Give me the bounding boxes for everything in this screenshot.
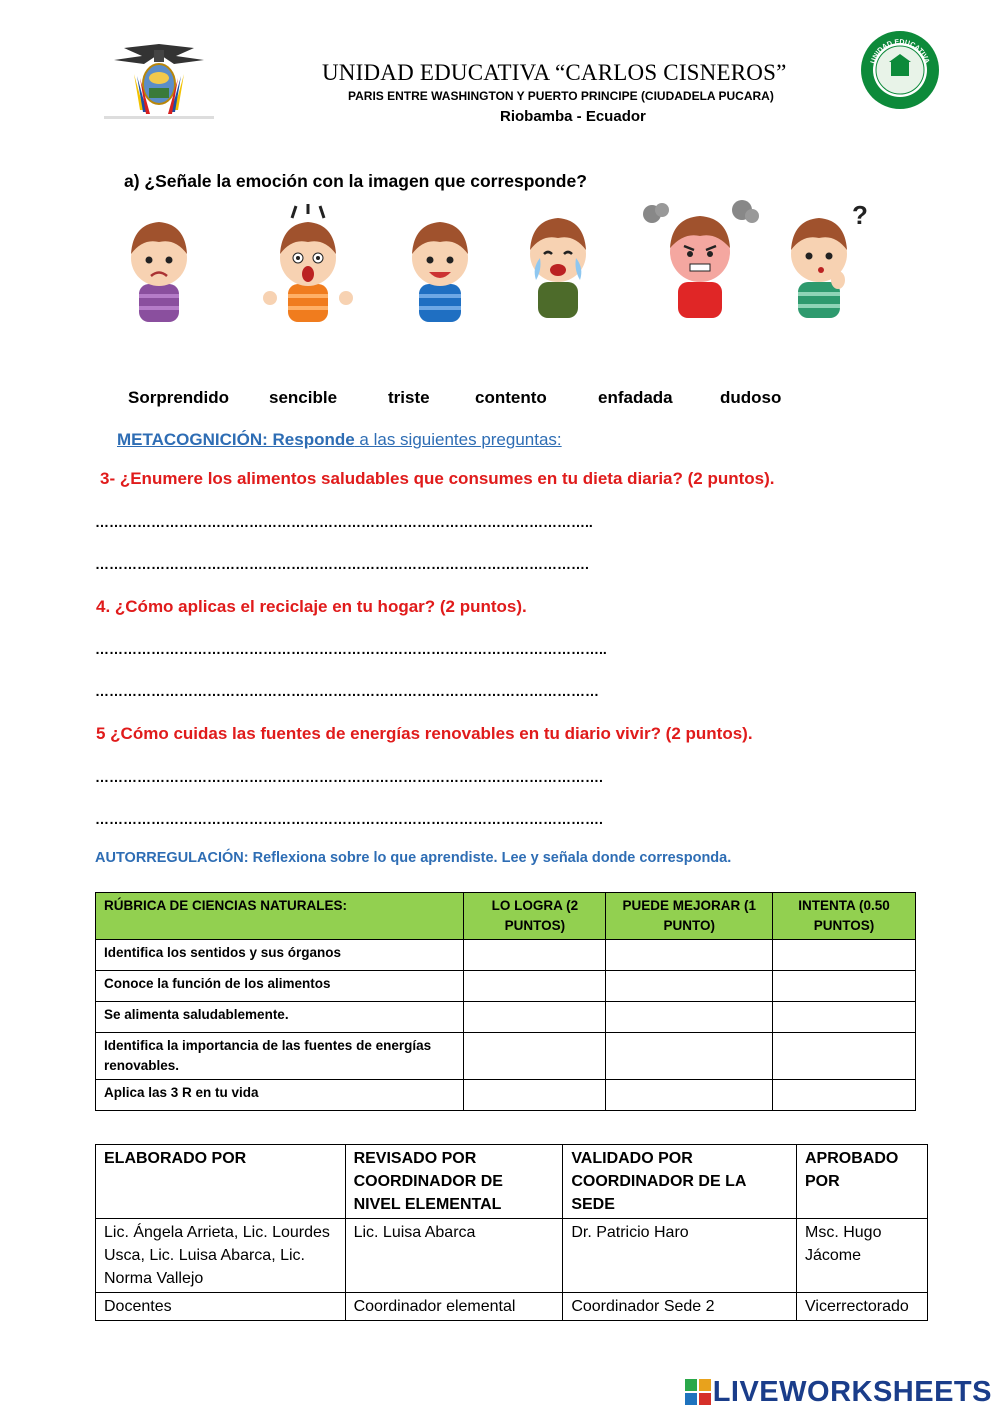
angry-boy-icon [638, 198, 762, 320]
school-seal-icon [860, 30, 940, 110]
word-sencible[interactable]: sencible [269, 388, 338, 407]
ecuador-coat-of-arms-icon [104, 38, 214, 120]
rubric-cell[interactable] [464, 940, 606, 971]
rubric-cell[interactable] [773, 971, 916, 1002]
approval-name: Dr. Patricio Haro [563, 1219, 797, 1293]
question-3: 3- ¿Enumere los alimentos saludables que consumes en tu dieta diaria? (2 puntos). [100, 469, 775, 488]
happy-boy-icon [395, 216, 485, 324]
approval-name: Msc. Hugo Jácome [797, 1219, 928, 1293]
answer-line[interactable]: ……………………………………………………………………………………………… [95, 683, 599, 699]
rubric-criterion: Identifica la importancia de las fuentes de energías renovables. [96, 1033, 464, 1080]
school-city: Riobamba - Ecuador [500, 108, 646, 125]
rubric-cell[interactable] [464, 971, 606, 1002]
table-row [96, 971, 916, 1002]
approval-role: Coordinador elemental [345, 1293, 563, 1321]
answer-line[interactable]: ……………………………………………………………………………………………. [95, 556, 589, 572]
rubric-criterion: Identifica los sentidos y sus órganos [96, 940, 464, 971]
answer-line[interactable]: ……………………………………………………………………………………………….. [95, 641, 607, 657]
word-triste[interactable]: triste [388, 388, 430, 407]
rubric-header: RÚBRICA DE CIENCIAS NATURALES: [96, 893, 464, 940]
rubric-cell[interactable] [773, 1080, 916, 1111]
question-4: 4. ¿Cómo aplicas el reciclaje en tu hogar? (2 puntos). [96, 597, 527, 616]
rubric-cell[interactable] [464, 1080, 606, 1111]
school-address: PARIS ENTRE WASHINGTON Y PUERTO PRINCIPE (CIUDADELA PUCARA) [348, 89, 774, 103]
school-name: UNIDAD EDUCATIVA “CARLOS CISNEROS” [322, 60, 787, 85]
answer-line[interactable]: ………………………………………………………………………………………………. [95, 769, 603, 785]
rubric-header: PUEDE MEJORAR (1 PUNTO) [606, 893, 773, 940]
word-enfadada[interactable]: enfadada [598, 388, 673, 407]
answer-line[interactable]: …………………………………………………………………………………………….. [95, 514, 593, 530]
table-row [96, 940, 916, 971]
rubric-cell[interactable] [606, 940, 773, 971]
rubric-cell[interactable] [606, 1033, 773, 1080]
approval-header: VALIDADO POR COORDINADOR DE LA SEDE [563, 1145, 797, 1219]
metacognicion-heading: METACOGNICIÓN: Responde a las siguientes preguntas: [117, 430, 562, 449]
rubric-cell[interactable] [773, 1002, 916, 1033]
surprised-boy-icon [262, 204, 354, 324]
question-5: 5 ¿Cómo cuidas las fuentes de energías renovables en tu diario vivir? (2 puntos). [96, 724, 753, 743]
word-contento[interactable]: contento [475, 388, 547, 407]
doubtful-boy-icon [774, 200, 874, 320]
rubric-cell[interactable] [464, 1033, 606, 1080]
word-sorprendido[interactable]: Sorprendido [128, 388, 230, 407]
table-row [96, 1033, 916, 1080]
rubric-cell[interactable] [464, 1002, 606, 1033]
word-dudoso[interactable]: dudoso [720, 388, 782, 407]
crying-boy-icon [512, 208, 604, 320]
emotion-question: a) ¿Señale la emoción con la imagen que corresponde? [124, 171, 587, 191]
sad-boy-icon [125, 214, 193, 324]
approval-role: Coordinador Sede 2 [563, 1293, 797, 1321]
rubric-cell[interactable] [773, 1033, 916, 1080]
approval-table [95, 1144, 928, 1321]
rubric-criterion: Se alimenta saludablemente. [96, 1002, 464, 1033]
approval-name: Lic. Ángela Arrieta, Lic. Lourdes Usca, Lic. Luisa Abarca, Lic. Norma Vallejo [96, 1219, 346, 1293]
rubric-header: INTENTA (0.50 PUNTOS) [773, 893, 916, 940]
rubric-header: LO LOGRA (2 PUNTOS) [464, 893, 606, 940]
svg-text:?: ? [852, 200, 868, 230]
table-row [96, 1080, 916, 1111]
approval-name: Lic. Luisa Abarca [345, 1219, 563, 1293]
rubric-cell[interactable] [606, 971, 773, 1002]
rubric-cell[interactable] [606, 1002, 773, 1033]
rubric-cell[interactable] [773, 940, 916, 971]
table-row [96, 1219, 928, 1293]
rubric-criterion: Conoce la función de los alimentos [96, 971, 464, 1002]
autorregulacion-heading: AUTORREGULACIÓN: Reflexiona sobre lo que aprendiste. Lee y señala donde corresponda. [95, 850, 732, 866]
approval-role: Docentes [96, 1293, 346, 1321]
answer-line[interactable]: ………………………………………………………………………………………………. [95, 811, 603, 827]
table-row [96, 1002, 916, 1033]
liveworksheets-icon [685, 1379, 711, 1405]
rubric-cell[interactable] [606, 1080, 773, 1111]
approval-role: Vicerrectorado [797, 1293, 928, 1321]
approval-header: REVISADO POR COORDINADOR DE NIVEL ELEMENTAL [345, 1145, 563, 1219]
table-row [96, 1293, 928, 1321]
seal-text: UNIDAD EDUCATIVA [869, 38, 931, 65]
rubric-table [95, 892, 916, 1111]
approval-header: ELABORADO POR [96, 1145, 346, 1219]
approval-header: APROBADO POR [797, 1145, 928, 1219]
liveworksheets-logo: LIVEWORKSHEETS [685, 1376, 992, 1409]
rubric-criterion: Aplica las 3 R en tu vida [96, 1080, 464, 1111]
